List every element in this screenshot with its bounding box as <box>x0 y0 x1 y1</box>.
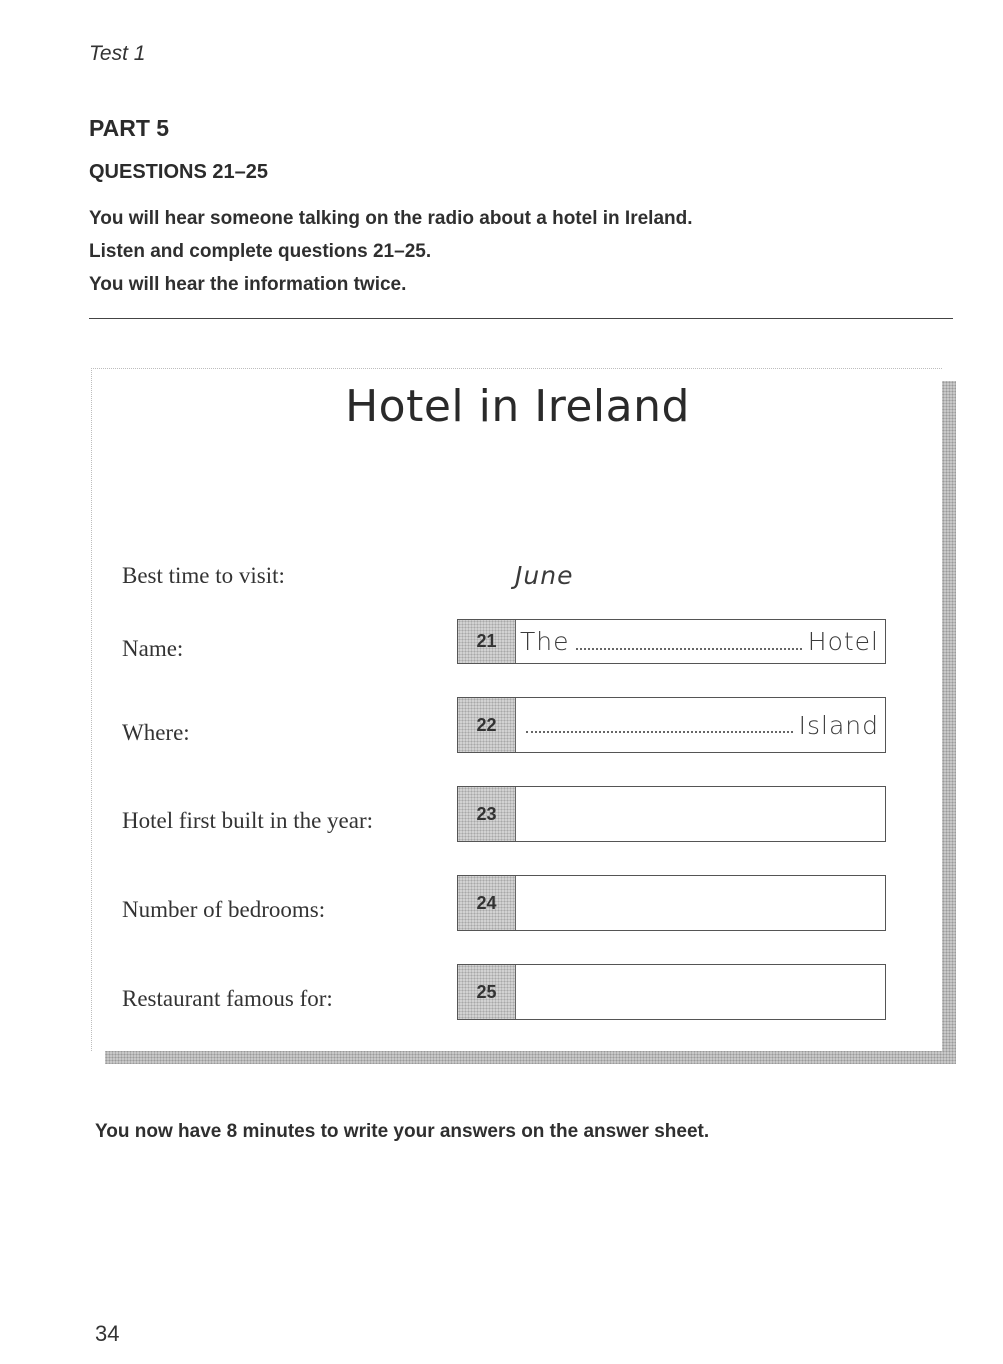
answer-suffix: Island <box>798 710 879 740</box>
answer-box-24[interactable] <box>457 875 886 931</box>
instruction-line: Listen and complete questions 21–25. <box>89 241 432 262</box>
best-time-label: Best time to visit: <box>122 563 285 588</box>
divider <box>89 318 953 319</box>
question-number: 24 <box>458 876 516 930</box>
answer-box-22[interactable] <box>457 697 886 753</box>
page-number: 34 <box>95 1321 120 1346</box>
answer-22-content <box>520 698 879 752</box>
name-label: Name: <box>122 636 184 661</box>
instructions <box>89 206 969 305</box>
test-label: Test 1 <box>89 42 146 65</box>
form-box <box>91 368 942 1051</box>
answer-prefix: The <box>520 627 570 656</box>
example-answer: June <box>515 561 574 590</box>
instruction-line: You will hear the information twice. <box>89 274 407 295</box>
year-built-label: Hotel first built in the year: <box>122 808 374 833</box>
answer-box-21[interactable] <box>457 619 886 664</box>
question-number: 25 <box>458 965 516 1019</box>
part-title: PART 5 <box>89 115 170 141</box>
questions-title: QUESTIONS 21–25 <box>89 161 268 183</box>
answer-box-25[interactable] <box>457 964 886 1020</box>
question-number: 22 <box>458 698 516 752</box>
where-label: Where: <box>122 720 190 745</box>
bedrooms-label: Number of bedrooms: <box>122 897 326 922</box>
dotted-line <box>526 731 793 733</box>
footer-instruction: You now have 8 minutes to write your answers on the answer sheet. <box>95 1121 710 1142</box>
answer-21-content <box>520 620 879 663</box>
answer-suffix: Hotel <box>807 627 879 656</box>
dotted-line <box>576 648 802 650</box>
question-number: 23 <box>458 787 516 841</box>
restaurant-label: Restaurant famous for: <box>122 986 333 1011</box>
question-number: 21 <box>458 620 516 663</box>
instruction-line: You will hear someone talking on the radio about a hotel in Ireland. <box>89 208 693 229</box>
answer-box-23[interactable] <box>457 786 886 842</box>
form-title: Hotel in Ireland <box>345 381 690 432</box>
